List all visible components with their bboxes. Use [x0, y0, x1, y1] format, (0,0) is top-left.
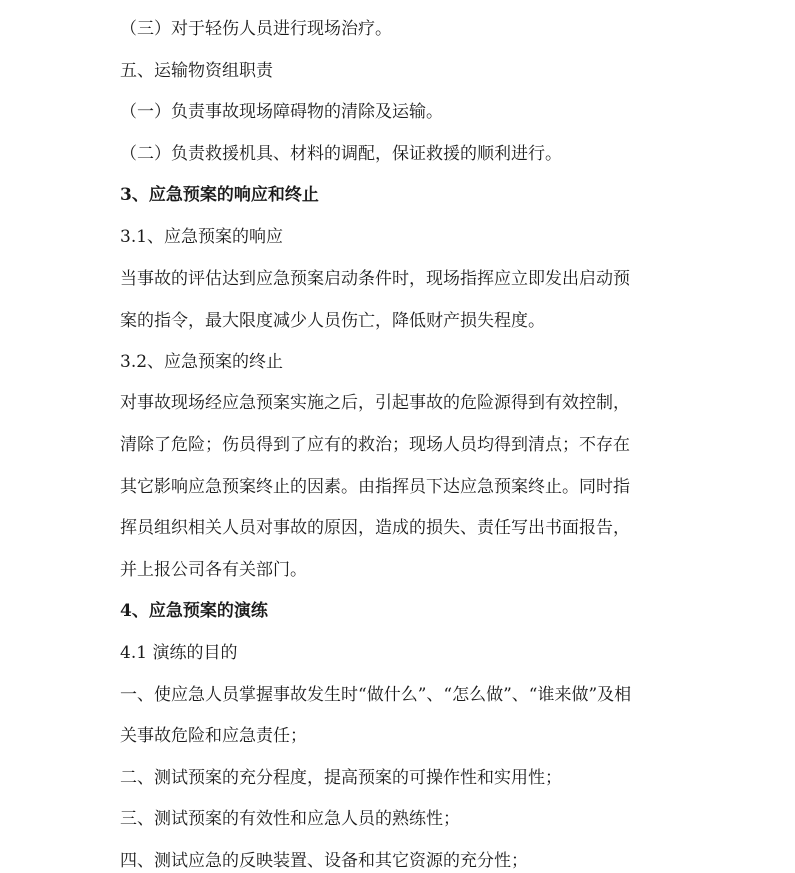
- subsection-heading: 4.1 演练的目的: [120, 643, 238, 663]
- chapter-heading: 4、应急预案的演练: [120, 601, 268, 621]
- subsection-heading: 3.1、应急预案的响应: [120, 227, 284, 247]
- paragraph-line: 并上报公司各有关部门。: [120, 560, 307, 580]
- paragraph-line: （三）对于轻伤人员进行现场治疗。: [120, 19, 392, 39]
- paragraph-line: 挥员组织相关人员对事故的原因，造成的损失、责任写出书面报告，: [120, 518, 630, 538]
- paragraph-line: 三、测试预案的有效性和应急人员的熟练性；: [120, 809, 460, 829]
- chapter-heading: 3、应急预案的响应和终止: [120, 185, 319, 205]
- paragraph-line: 其它影响应急预案终止的因素。由指挥员下达应急预案终止。同时指: [120, 477, 630, 497]
- paragraph-line: 对事故现场经应急预案实施之后，引起事故的危险源得到有效控制，: [120, 393, 630, 413]
- subsection-heading: 3.2、应急预案的终止: [120, 352, 284, 372]
- paragraph-line: 案的指令，最大限度减少人员伤亡，降低财产损失程度。: [120, 311, 545, 331]
- paragraph-line: 清除了危险；伤员得到了应有的救治；现场人员均得到清点；不存在: [120, 435, 630, 455]
- paragraph-line: 一、使应急人员掌握事故发生时“做什么”、“怎么做”、“谁来做”及相: [120, 685, 632, 705]
- paragraph-line: 二、测试预案的充分程度，提高预案的可操作性和实用性；: [120, 768, 562, 788]
- paragraph-line: （一）负责事故现场障碍物的清除及运输。: [120, 102, 443, 122]
- section-heading: 五、运输物资组职责: [120, 61, 273, 81]
- paragraph-line: （二）负责救援机具、材料的调配，保证救援的顺利进行。: [120, 144, 562, 164]
- paragraph-line: 当事故的评估达到应急预案启动条件时，现场指挥应立即发出启动预: [120, 269, 630, 289]
- paragraph-line: 四、测试应急的反映装置、设备和其它资源的充分性；: [120, 851, 528, 871]
- paragraph-line: 关事故危险和应急责任；: [120, 726, 307, 746]
